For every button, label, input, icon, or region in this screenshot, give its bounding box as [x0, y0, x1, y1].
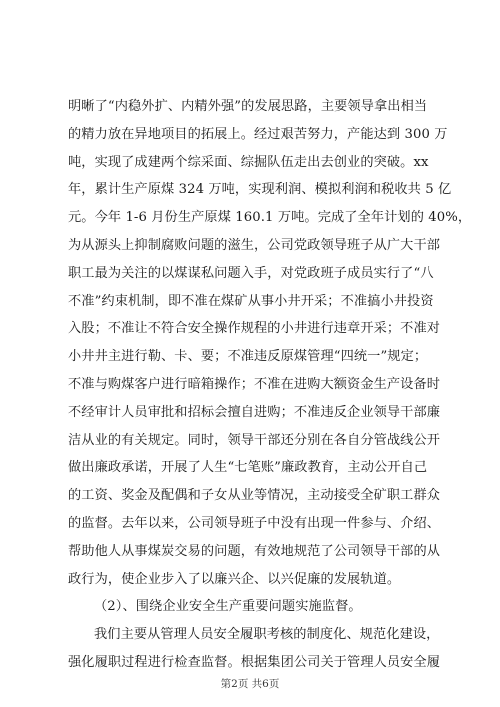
text-line: 的监督。去年以来，公司领导班子中没有出现一件参与、介绍、: [68, 515, 441, 531]
text-line: 年，累计生产原煤 324 万吨，实现利润、模拟利润和税收共 5 亿: [68, 182, 452, 198]
text-line: 职工最为关注的以煤谋私问题入手，对党政班子成员实行了“八: [68, 265, 434, 281]
text-line: 的工资、奖金及配偶和子女从业等情况，主动接受全矿职工群众: [68, 488, 441, 504]
text-line: 入股；不准让不符合安全操作规程的小井进行违章开采；不准对: [68, 321, 441, 337]
text-line: 不准”约束机制，即不准在煤矿从事小井开采；不准搞小井投资: [68, 293, 434, 309]
body-text: [68, 93, 472, 677]
page-number-footer: 第2页 共6页: [220, 678, 280, 690]
text-line: 小井井主进行勒、卡、要；不准违反原煤管理“四统一”规定；: [68, 349, 428, 365]
text-line: 吨，实现了成建两个综采面、综掘队伍走出去创业的突破。xx: [68, 154, 429, 170]
text-line: 明晰了“内稳外扩、内精外强”的发展思路，主要领导拿出相当: [68, 99, 428, 114]
text-line: 为从源头上抑制腐败问题的滋生，公司党政领导班子从广大干部: [68, 237, 441, 253]
section-heading: （2）、围绕企业安全生产重要问题实施监督。: [94, 599, 362, 615]
text-line: 帮助他人从事煤炭交易的问题，有效地规范了公司领导干部的从: [68, 543, 441, 559]
text-line: 元。今年 1-6 月份生产原煤 160.1 万吨。完成了全年计划的 40%，: [68, 210, 472, 226]
text-line: 我们主要从管理人员安全履职考核的制度化、规范化建设，: [94, 627, 440, 643]
text-line: 的精力放在异地项目的拓展上。经过艰苦努力，产能达到 300 万: [68, 126, 448, 142]
text-line: 不准与购煤客户进行暗箱操作；不准在进购大额资金生产设备时: [68, 376, 441, 392]
text-line: 政行为，使企业步入了以廉兴企、以兴促廉的发展轨道。: [68, 571, 401, 587]
text-line: 强化履职过程进行检查监督。根据集团公司关于管理人员安全履: [68, 654, 441, 670]
text-line: 不经审计人员审批和招标会擅自进购；不准违反企业领导干部廉: [68, 404, 441, 420]
text-line: 洁从业的有关规定。同时，领导干部还分别在各自分管战线公开: [68, 432, 441, 448]
text-line: 做出廉政承诺，开展了人生“七笔账”廉政教育，主动公开自己: [68, 460, 428, 476]
